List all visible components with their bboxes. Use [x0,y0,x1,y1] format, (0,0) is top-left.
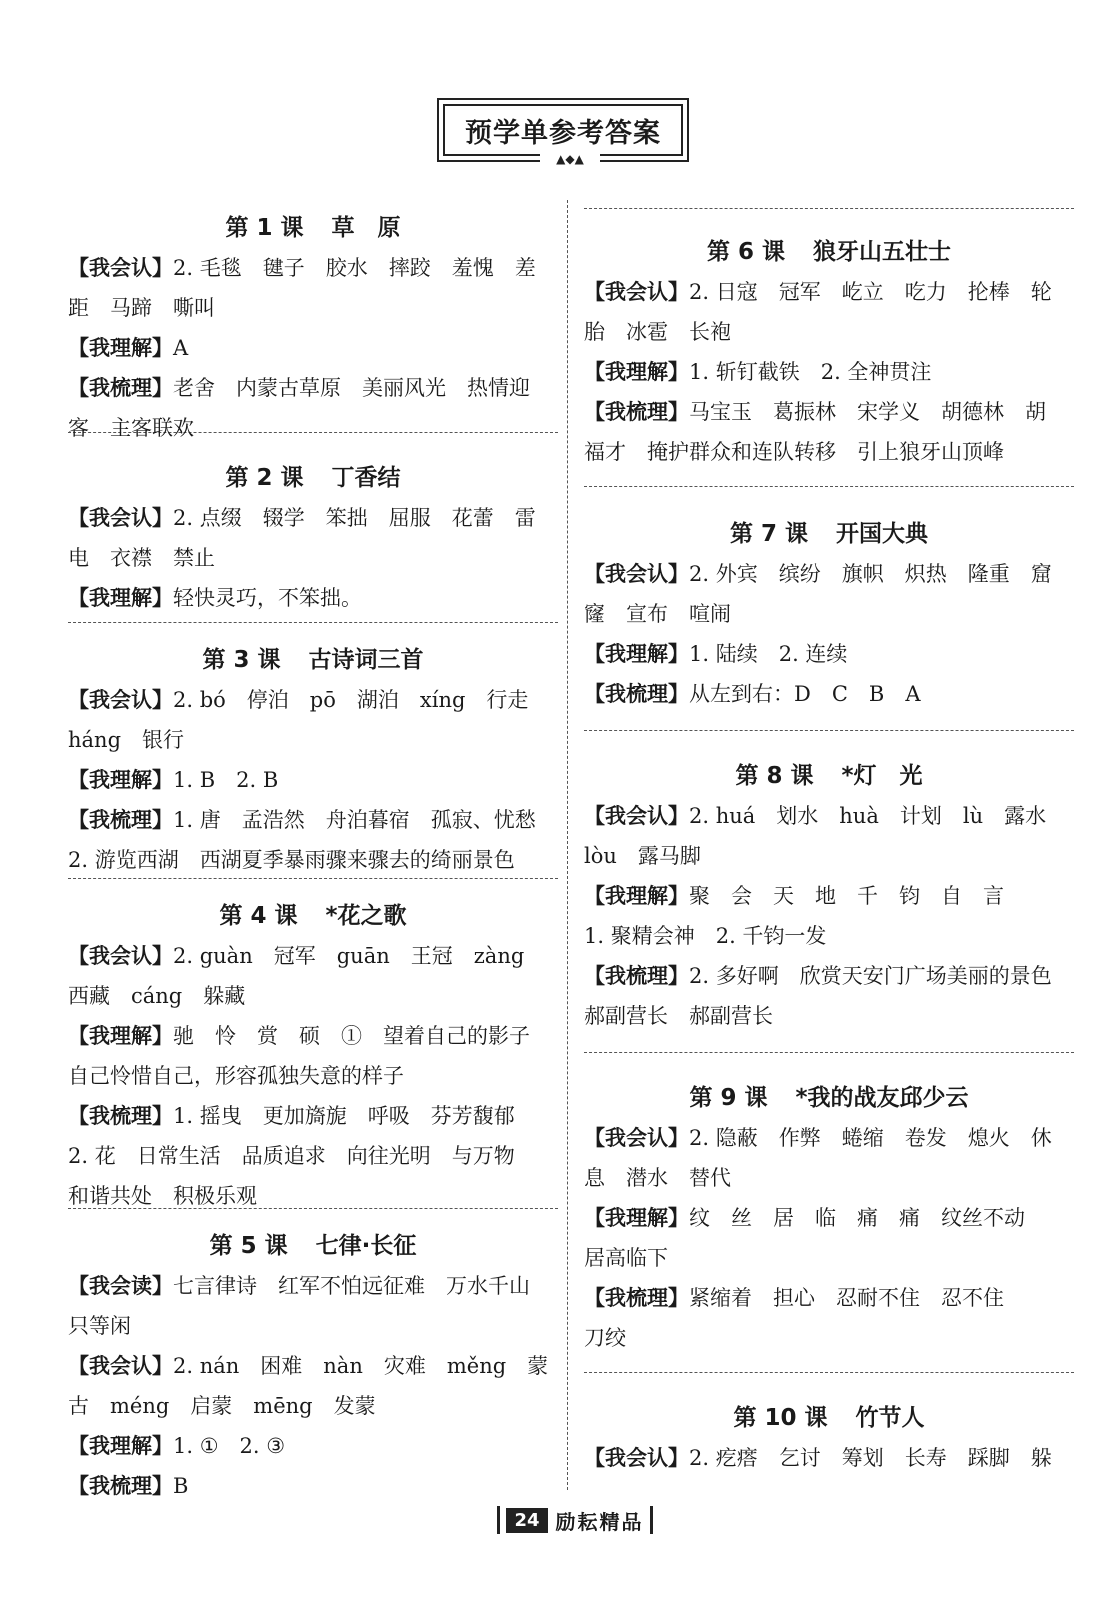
answer-text: 老舍 内蒙古草原 美丽风光 热情迎 [173,376,530,400]
answer-line [68,840,558,880]
lesson-name: 丁香结 [331,465,401,491]
answer-line [68,1096,558,1136]
answer-text: 2. 疙瘩 乞讨 筹划 长寿 踩脚 躲 [689,1446,1052,1470]
section-separator [584,486,1074,487]
answer-text: lòu 露马脚 [584,844,701,868]
answer-tag: 【我会认】 [68,944,173,968]
answer-tag: 【我梳理】 [68,808,173,832]
answer-line [584,312,1074,352]
lesson-title [68,640,558,680]
answer-text: 刀绞 [584,1326,626,1350]
lesson-number: 第 5 课 [209,1233,288,1259]
answer-text: 2. 外宾 缤纷 旗帜 炽热 隆重 窟 [689,562,1052,586]
answer-text: 2. 隐蔽 作弊 蜷缩 卷发 熄火 休 [689,1126,1052,1150]
answer-text: 自己怜惜自己，形容孤独失意的样子 [68,1064,404,1088]
answer-line [584,1438,1074,1478]
lesson-number: 第 10 课 [733,1405,828,1431]
answer-text: 1. ① 2. ③ [173,1434,286,1458]
answer-line [68,800,558,840]
answer-line [68,408,558,448]
answer-text: 居高临下 [584,1246,668,1270]
lesson-number: 第 8 课 [735,763,814,789]
section-separator [68,622,558,623]
answer-line [68,328,558,368]
answer-text: 福才 掩护群众和连队转移 引上狼牙山顶峰 [584,440,1004,464]
answer-line [584,1278,1074,1318]
answer-text: 电 衣襟 禁止 [68,546,215,570]
answer-line [584,1198,1074,1238]
answer-tag: 【我理解】 [68,336,173,360]
section-separator [584,208,1074,209]
section-separator [584,730,1074,731]
lesson-title [584,1398,1074,1438]
answer-line [68,1016,558,1056]
answer-text: 2. 多好啊 欣赏天安门广场美丽的景色 [689,964,1052,988]
answer-text: 1. B 2. B [173,768,279,792]
answer-text: 马宝玉 葛振林 宋学义 胡德林 胡 [689,400,1046,424]
lesson-name: 竹节人 [855,1405,925,1431]
lesson-block [68,458,558,618]
answer-line [584,272,1074,312]
lesson-block [584,1398,1074,1478]
answer-line [584,392,1074,432]
answer-line [68,1176,558,1216]
lesson-title [584,232,1074,272]
answer-tag: 【我会认】 [584,280,689,304]
answer-line [584,1318,1074,1358]
answer-line [584,796,1074,836]
answer-tag: 【我会认】 [584,1446,689,1470]
answer-text: 从左到右：D C B A [689,682,921,706]
answer-line [68,1426,558,1466]
lesson-block [584,514,1074,714]
answer-text: 轻快灵巧，不笨拙。 [173,586,362,610]
answer-tag: 【我会认】 [68,506,173,530]
answer-line [68,936,558,976]
answer-line [584,634,1074,674]
answer-line [68,1136,558,1176]
lesson-name: 草 原 [331,215,401,241]
answer-line [68,368,558,408]
answer-line [68,1306,558,1346]
lesson-number: 第 9 课 [689,1085,768,1111]
lesson-block [68,1226,558,1506]
lesson-title [68,458,558,498]
lesson-block [584,232,1074,472]
answer-text: 古 méng 启蒙 mēng 发蒙 [68,1394,376,1418]
answer-text: 2. 花 日常生活 品质追求 向往光明 与万物 [68,1144,515,1168]
lesson-title [584,756,1074,796]
answer-text: 1. 斩钉截铁 2. 全神贯注 [689,360,932,384]
answer-text: 纹 丝 居 临 痛 痛 纹丝不动 [689,1206,1025,1230]
title-decoration: ▲◆▲ [540,150,600,168]
answer-text: B [173,1474,189,1498]
answer-text: 1. 唐 孟浩然 舟泊暮宿 孤寂、忧愁 [173,808,536,832]
answer-tag: 【我会认】 [584,562,689,586]
answer-line [584,554,1074,594]
lesson-name: *灯 光 [841,763,923,789]
answer-tag: 【我会认】 [68,688,173,712]
answer-tag: 【我梳理】 [584,400,689,424]
footer-bar-right [650,1506,653,1534]
answer-text: háng 银行 [68,728,185,752]
section-separator [584,1052,1074,1053]
answer-tag: 【我梳理】 [584,964,689,988]
lesson-block [584,756,1074,1036]
answer-text: 2. huá 划水 huà 计划 lù 露水 [689,804,1047,828]
answer-text: 1. 摇曳 更加旖旎 呼吸 芬芳馥郁 [173,1104,515,1128]
answer-line [584,674,1074,714]
answer-line [68,578,558,618]
answer-text: 1. 陆续 2. 连续 [689,642,848,666]
answer-line [68,538,558,578]
answer-tag: 【我会认】 [584,1126,689,1150]
answer-line [68,248,558,288]
answer-line [68,720,558,760]
answer-line [68,760,558,800]
answer-tag: 【我理解】 [584,884,689,908]
lesson-name: 古诗词三首 [308,647,424,673]
footer-bar-left [497,1506,500,1534]
answer-text: 驰 怜 赏 硕 ① 望着自己的影子 [173,1024,530,1048]
answer-tag: 【我梳理】 [68,1104,173,1128]
answer-line [584,956,1074,996]
lesson-number: 第 2 课 [225,465,304,491]
answer-text: 胎 冰雹 长袍 [584,320,731,344]
answer-tag: 【我理解】 [68,768,173,792]
answer-tag: 【我梳理】 [584,682,689,706]
answer-line [584,1118,1074,1158]
answer-line [584,594,1074,634]
lesson-number: 第 6 课 [706,239,786,265]
answer-text: 窿 宣布 喧闹 [584,602,731,626]
answer-text: A [173,336,189,360]
answer-text: 七言律诗 红军不怕远征难 万水千山 [173,1274,530,1298]
answer-line [68,976,558,1016]
lesson-title [584,1078,1074,1118]
answer-tag: 【我理解】 [584,360,689,384]
answer-line [68,1266,558,1306]
lesson-name: 狼牙山五壮士 [813,239,952,265]
answer-text: 息 潜水 替代 [584,1166,731,1190]
answer-text: 2. nán 困难 nàn 灾难 měng 蒙 [173,1354,549,1378]
lesson-name: *我的战友邱少云 [795,1085,969,1111]
answer-text: 2. 点缀 辍学 笨拙 屈服 花蕾 雷 [173,506,536,530]
answer-text: 紧缩着 担心 忍耐不住 忍不住 [689,1286,1004,1310]
answer-tag: 【我理解】 [68,586,173,610]
lesson-title [68,896,558,936]
answer-line [584,1158,1074,1198]
answer-line [584,432,1074,472]
page-number: 24 [506,1508,547,1533]
answer-line [584,996,1074,1036]
lesson-number: 第 3 课 [202,647,281,673]
answer-tag: 【我理解】 [68,1024,173,1048]
lesson-title [68,208,558,248]
answer-tag: 【我理解】 [584,642,689,666]
answer-line [68,1346,558,1386]
answer-text: 客 主客联欢 [68,416,194,440]
answer-line [68,680,558,720]
answer-text: 1. 聚精会神 2. 千钧一发 [584,924,827,948]
answer-tag: 【我会认】 [68,1354,173,1378]
lesson-name: 开国大典 [836,521,929,547]
lesson-block [68,640,558,880]
answer-tag: 【我会认】 [68,256,173,280]
answer-text: 郝副营长 郝副营长 [584,1004,773,1028]
answer-line [68,1386,558,1426]
page-title: 预学单参考答案 [443,104,683,156]
lesson-block [68,896,558,1216]
answer-tag: 【我梳理】 [68,1474,173,1498]
answer-text: 聚 会 天 地 千 钧 自 言 [689,884,1004,908]
answer-line [68,288,558,328]
lesson-block [584,1078,1074,1358]
answer-text: 2. 毛毯 毽子 胶水 摔跤 羞愧 差 [173,256,536,280]
answer-tag: 【我梳理】 [584,1286,689,1310]
answer-tag: 【我会读】 [68,1274,173,1298]
answer-text: 2. guàn 冠军 guān 王冠 zàng [173,944,525,968]
lesson-number: 第 4 课 [219,903,298,929]
answer-text: 距 马蹄 嘶叫 [68,296,215,320]
section-separator [584,1372,1074,1373]
lesson-block [68,208,558,448]
lesson-title [584,514,1074,554]
lesson-number: 第 1 课 [225,215,304,241]
answer-text: 2. 日寇 冠军 屹立 吃力 抡棒 轮 [689,280,1052,304]
answer-line [584,916,1074,956]
footer-brand: 励耘精品 [555,1509,644,1534]
lesson-name: *花之歌 [325,903,407,929]
lesson-title [68,1226,558,1266]
column-divider [567,200,568,1490]
answer-line [68,498,558,538]
answer-tag: 【我会认】 [584,804,689,828]
answer-line [584,876,1074,916]
lesson-number: 第 7 课 [729,521,809,547]
answer-tag: 【我梳理】 [68,376,173,400]
answer-text: 只等闲 [68,1314,131,1338]
answer-line [584,836,1074,876]
footer [480,1500,670,1540]
answer-tag: 【我理解】 [584,1206,689,1230]
answer-text: 和谐共处 积极乐观 [68,1184,257,1208]
answer-line [584,1238,1074,1278]
answer-line [68,1056,558,1096]
answer-text: 2. 游览西湖 西湖夏季暴雨骤来骤去的绮丽景色 [68,848,515,872]
answer-tag: 【我理解】 [68,1434,173,1458]
lesson-name: 七律·长征 [315,1233,417,1259]
answer-text: 西藏 cáng 躲藏 [68,984,246,1008]
answer-text: 2. bó 停泊 pō 湖泊 xíng 行走 [173,688,529,712]
answer-line [584,352,1074,392]
